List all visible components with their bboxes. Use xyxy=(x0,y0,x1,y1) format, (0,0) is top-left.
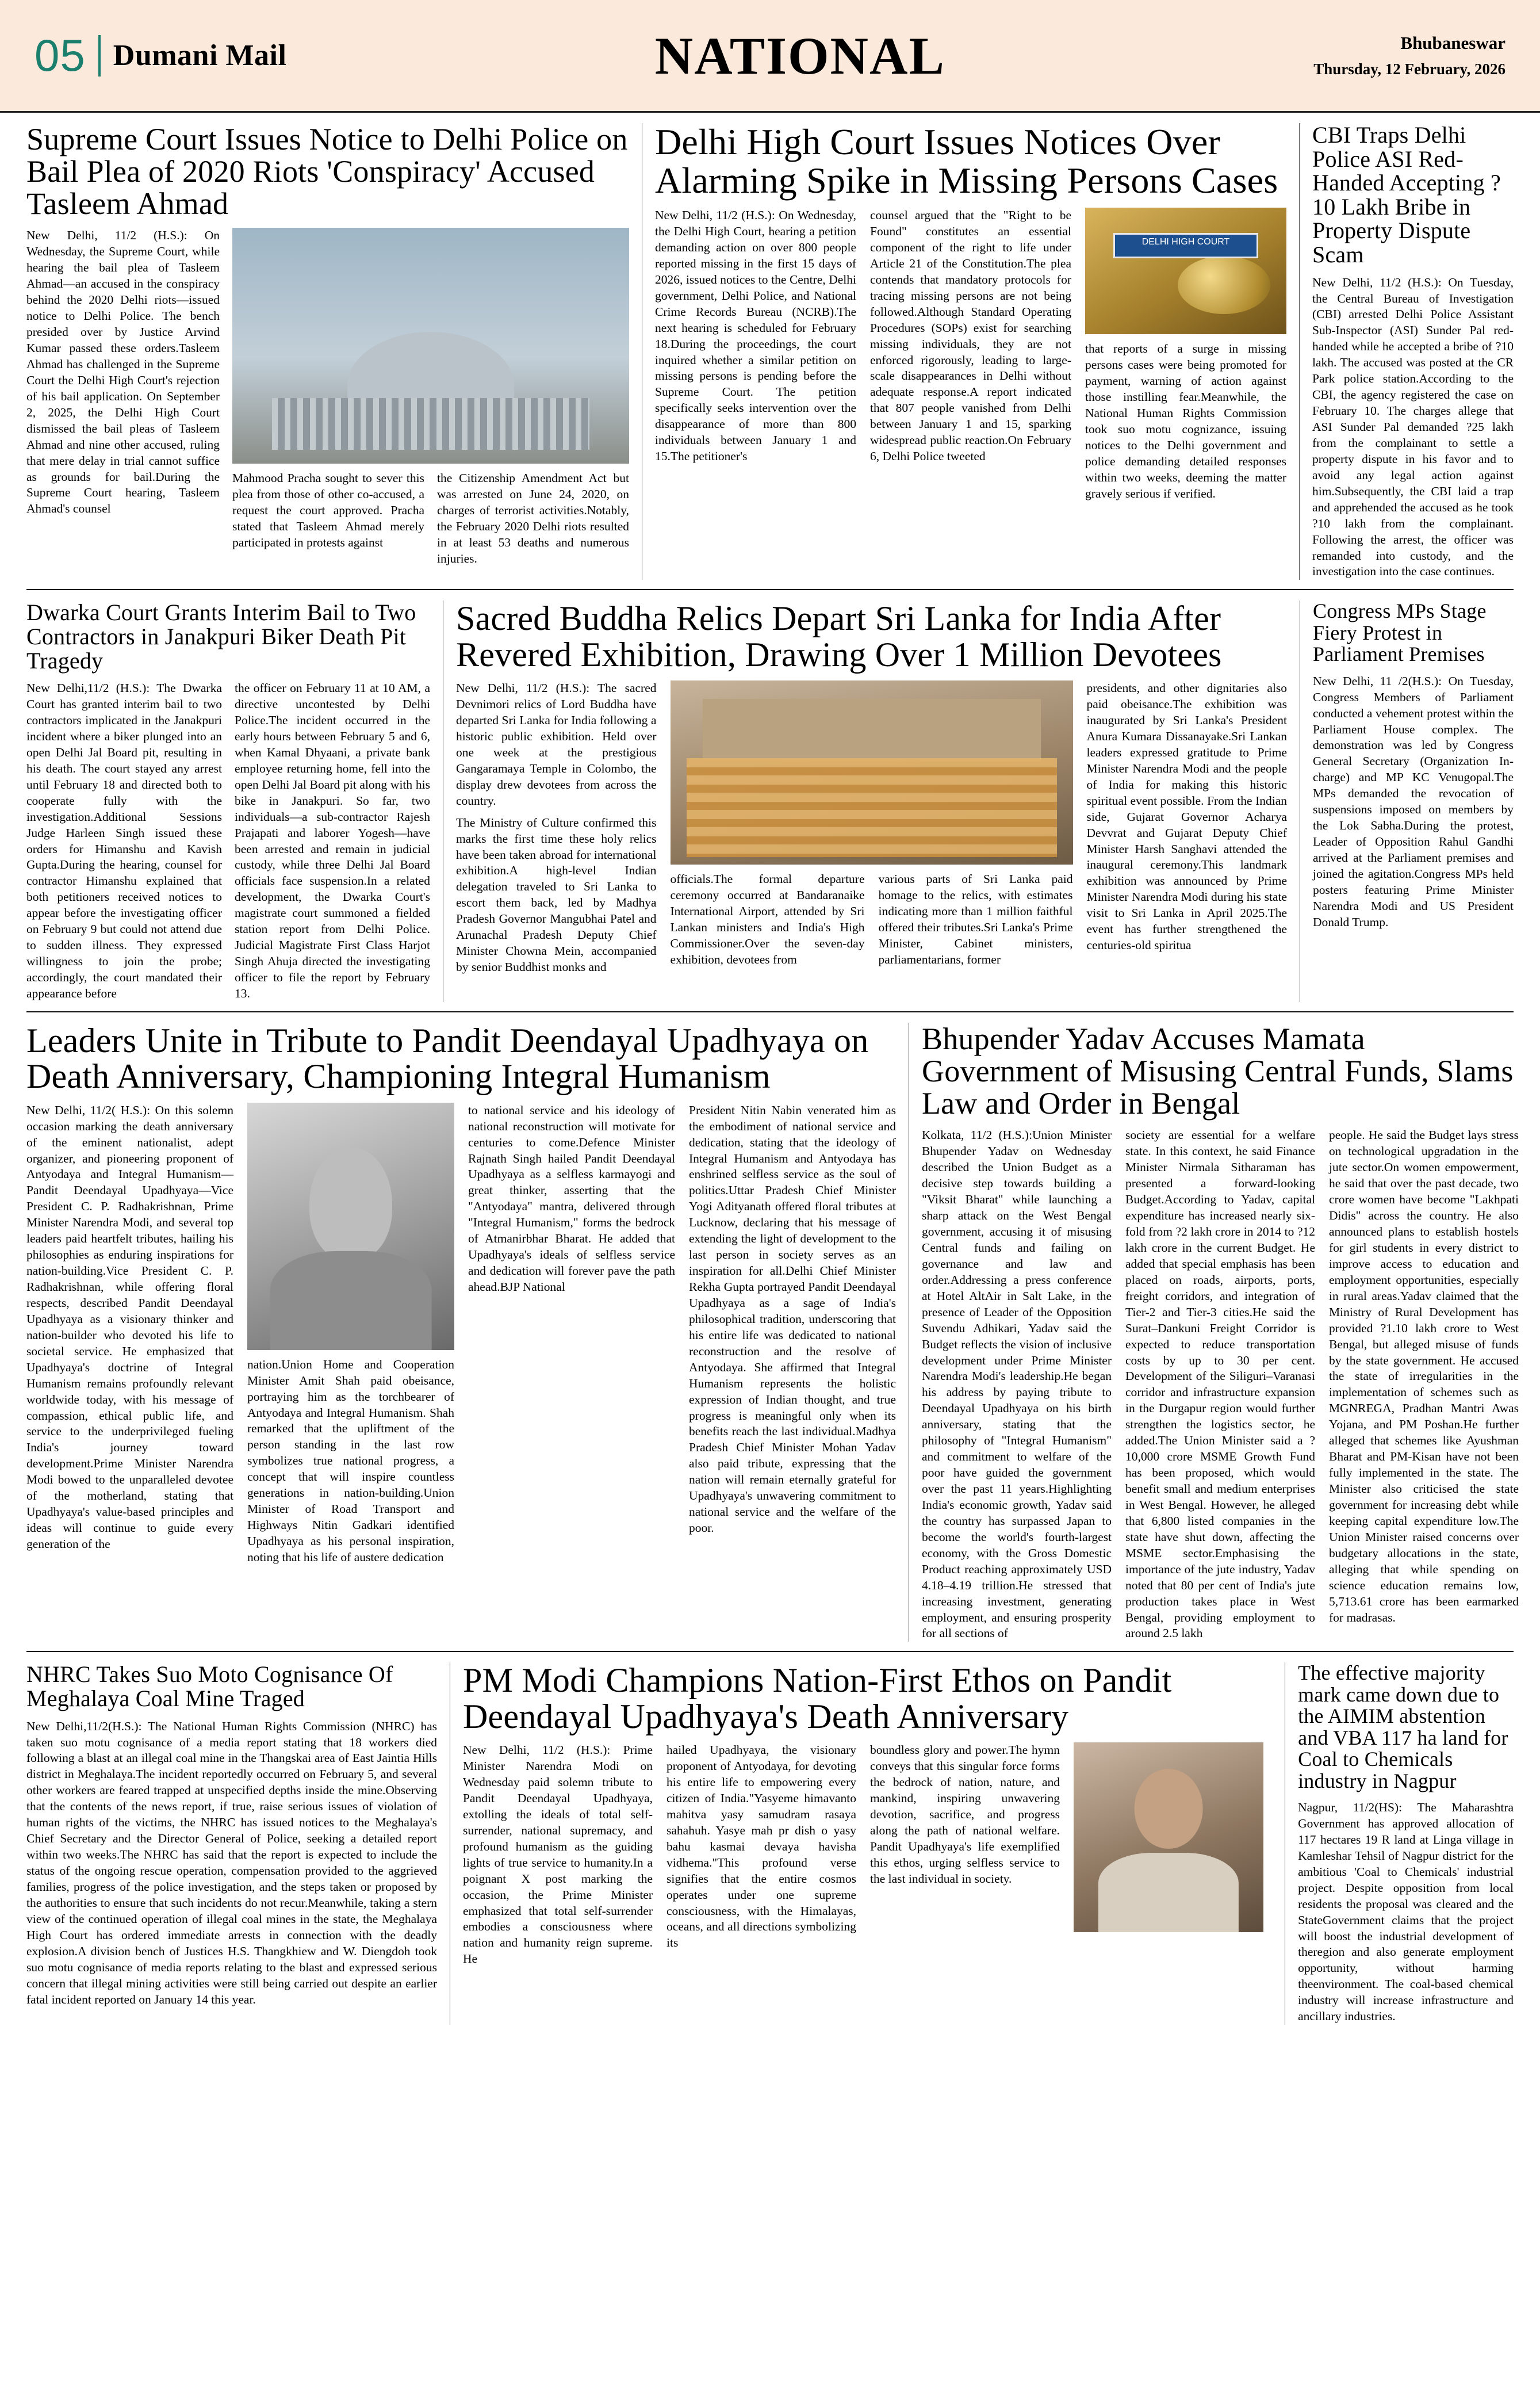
article-paragraph: nation.Union Home and Cooperation Minister Amit Shah paid obeisance, portraying him as the torchbearer of Antyodaya and Integral Humanism. Shah remarked that the upliftment of the person standing in the last row symbolizes true national progress, a concept that will inspire countless generations in nation-building.Union Minister of Road Transport and Highways Nitin Gadkari identified Upadhyaya as his personal inspiration, noting that his life of austere dedication xyxy=(247,1357,454,1564)
article-nagpur xyxy=(1285,1662,1514,2025)
article-pm-modi xyxy=(450,1662,1285,2025)
article-buddha xyxy=(443,601,1300,1002)
article-paragraph: President Nitin Nabin venerated him as the embodiment of national service and dedication, stating that the ideology of Integral Humanism and Antyodaya has enshrined selfless service as the soul of politics.Uttar Pradesh Chief Minister Yogi Adityanath offered floral tributes at Lucknow, declaring that his message of extending the light of development to the last person in society serves as an inspiration for all.Delhi Chief Minister Rekha Gupta portrayed Pandit Deendayal Upadhyaya as a sage of India's philosophical tradition, underscoring that his entire life was dedicated to national reconstruction and the resolve of Antyodaya. She affirmed that Integral Humanism represents the holistic expression of Indian thought, and true progress is meaningful only when its benefits reach the last individual.Madhya Pradesh Chief Minister Mohan Yadav also paid tribute, expressing that the nation will remain eternally grateful for Upadhyaya's unwavering commitment to national service and the welfare of the poor. xyxy=(689,1103,896,1535)
article-paragraph: that reports of a surge in missing persons cases were being promoted for payment, warning of action against those instilling fear.Meanwhile, the National Human Rights Commission took suo motu cognizance, issuing notices to the Delhi government and police demanding detailed responses within two weeks, deeming the matter gravely serious if verified. xyxy=(1085,342,1286,500)
edition-city: Bhubaneswar xyxy=(1400,33,1505,53)
paper-name: Dumani Mail xyxy=(113,39,287,72)
section-title: NATIONAL xyxy=(654,26,945,85)
article-paragraph: society are essential for a welfare state. In this context, he said Finance Minister Nirmala Sitharaman has presented a forward-looking Budget.According to Yadav, capital expenditure has increased nearly six-fold from ?2 lakh crore in 2014 to ?12 lakh crore in the current Budget. He added that special emphasis has been placed on roads, airports, ports, freight corridors, and integration of Tier-2 and Tier-3 cities.He said the Surat–Dankuni Freight Corridor is expected to reduce transportation costs by up to 30 per cent. Development of the Siliguri–Varanasi corridor and infrastructure expansion in the Durgapur region would further strengthen the logistics sector, he added.The Union Minister said a ?10,000 crore MSME Growth Fund has been proposed, which would benefit small and medium enterprises in West Bengal. However, he alleged that 6,800 listed companies in the state have shut down, affecting the MSME sector.Emphasising the importance of the jute industry, Yadav noted that 80 per cent of India's jute production takes place in West Bengal, providing employment to around 2.5 lakh xyxy=(1125,1128,1315,1641)
article-paragraph: New Delhi,11/2(H.S.): The National Human Rights Commission (NHRC) has taken suo motu cognisance of a media report stating that 18 workers died following a blast at an illegal coal mine in the Thangskai area of East Jaintia Hills district in Meghalaya.The incident reportedly occurred on February 5, and several other workers are feared trapped at unspecified depths inside the mine.Observing that the contents of the news report, if true, raise serious issues of violation of human rights of the victims, the NHRC has issued notices to the Meghalaya's Chief Secretary and the Director General of Police, seeking a detailed report within two weeks.The NHRC has said that the report is expected to include the status of the ongoing rescue operation, compensation provided to the aggrieved families, progress of the police investigation, and the steps taken or proposed by the authorities to ensure that such incidents do not recur.Meanwhile, taking a stern view of the continued operation of illegal coal mines in the state, the Meghalaya High Court has ordered immediate arrests in connection with the deadly explosion.A division bench of Justices H.S. Thangkhiew and W. Diengdoh took suo motu cognisance of media reports relating to the blast and expressed serious concern that illegal mining activities were still being carried out despite an earlier fatal incident reported on January 14 this year. xyxy=(26,1719,437,2006)
article-headline: Leaders Unite in Tribute to Pandit Deendayal Upadhyaya on Death Anniversary, Championing Integral Humanism xyxy=(26,1021,869,1096)
row-2 xyxy=(26,601,1514,1002)
article-headline: The effective majority mark came down due to the AIMIM abstention and VBA 117 ha land for Coal to Chemicals industry in Nagpur xyxy=(1298,1661,1508,1792)
article-paragraph: hailed Upadhyaya, the visionary proponent of Antyodaya, for devoting his entire life to empowering every citizen of India."Yasyeme himavanto mahitva yasy samudram rasaya sahahuh. Yasye mah pr dish o yasy bahu kasmai devaya havisha vidhema."This profound verse signifies that the entire cosmos operates under one supreme consciousness, with the Himalayas, oceans, and all directions symbolizing its xyxy=(666,1743,856,1950)
article-paragraph: boundless glory and power.The hymn conveys that this singular force forms the bedrock of nation, nature, and mankind, inspiring unwavering devotion, sacrifice, and progress along the path of national welfare. Pandit Upadhyaya's life exemplified this ethos, urging selfless service to the last individual in society. xyxy=(870,1743,1060,1886)
pm-modi-photo xyxy=(1074,1742,1263,1932)
supreme-court-photo xyxy=(232,228,629,464)
buddha-relics-ceremony-photo xyxy=(671,680,1073,865)
article-headline: Sacred Buddha Relics Depart Sri Lanka for India After Revered Exhibition, Drawing Over 1 Million Devotees xyxy=(456,599,1222,674)
court-signboard xyxy=(1113,233,1258,258)
article-paragraph: people. He said the Budget lays stress on technological upgradation in the jute sector.On women empowerment, he said that over the past decade, two crore women have become "Lakhpati Didis" across the country. He also announced plans to establish hostels for girl students in every district to improve access to education and employment opportunities, especially in rural areas.Yadav claimed that the Ministry of Rural Development has provided ?1.10 lakh crore to West Bengal, but alleged misuse of funds by the state government. He accused the state of irregularities in the implementation of schemes such as MGNREGA, Pradhan Mantri Awas Yojana, and PM Poshan.He further alleged that schemes like Ayushman Bharat and PM-Kisan have not been fully implemented in the state. The Minister also criticised the state government for increasing debt while keeping capital expenditure low.The Union Minister raised concerns over budgetary allocations in the state, alleging that while spending on science education remains low, 5,713.61 crore has been earmarked for madrasas. xyxy=(1329,1128,1519,1624)
row-1 xyxy=(26,123,1514,580)
row-3 xyxy=(26,1021,1519,1642)
article-paragraph: presidents, and other dignitaries also paid obeisance.The exhibition was inaugurated by Sri Lanka's President Anura Kumara Dissanayake.Sri Lankan leaders expressed gratitude to Prime Minister Narendra Modi and the people of India for making this historic spiritual event possible. From the Indian side, Gujarat Governor Acharya Devvrat and Gujarat Deputy Chief Minister Harsh Sanghavi attended the inaugural ceremony.This landmark exhibition was announced by Prime Minister Narendra Modi during his state visit to Sri Lanka in April 2025.The event has further strengthened the centuries-old spiritua xyxy=(1086,681,1287,953)
article-headline: Congress MPs Stage Fiery Protest in Parliament Premises xyxy=(1313,599,1487,666)
article-paragraph: various parts of Sri Lanka paid homage to the relics, with estimates indicating more than 1 million faithful offered their tributes.Sri Lanka's Prime Minister, Cabinet ministers, parliamentarians, former xyxy=(878,872,1073,966)
article-paragraph: the Citizenship Amendment Act but was arrested on June 24, 2020, on charges of terrorist activities.Notably, the February 2020 Delhi riots resulted in at least 53 deaths and numerous injuries. xyxy=(437,471,629,566)
article-upadhyaya-tribute xyxy=(26,1023,909,1642)
article-paragraph: New Delhi, 11/2 (H.S.): On Wednesday, the Delhi High Court, hearing a petition demanding action on over 800 people reported missing in the first 15 days of 2026, issued notices to the Centre, Delhi government, Delhi Police, and National Crime Records Bureau (NCRB).The next hearing is scheduled for February 18.During the proceedings, the court inquired whether a similar petition on missing persons is pending before the Supreme Court. The petition specifically seeks intervention over the disappearance of more than 800 individuals between January 1 and 15.The petitioner's xyxy=(655,208,856,464)
article-hc-missing xyxy=(642,123,1299,580)
article-paragraph: Nagpur, 11/2(HS): The Maharashtra Government has approved allocation of 117 hectares 19 R land at Linga village in Kamleshar Tehsil of Nagpur district for the ambitious 'Coal to Chemicals' industrial project. Despite opposition from local residents the proposal was cleared and the StateGovernment claims that the project will boost the industrial development of theregion and also generate employment opportunity, without harming theenvironment. The coal-based chemical industry will increase infrastructure and ancillary industries. xyxy=(1298,1800,1514,2024)
article-headline: PM Modi Champions Nation-First Ethos on Pandit Deendayal Upadhyaya's Death Anniversary xyxy=(463,1661,1172,1735)
article-paragraph: New Delhi, 11 /2(H.S.): On Tuesday, Congress Members of Parliament conducted a vehement protest within the Parliament House complex. The demonstration was led by Congress General Secretary (Organization In-charge) and MP KC Venugopal.The MPs demanded the revocation of suspensions imposed on members by the Lok Sabha.During the protest, Leader of Opposition Rahul Gandhi arrived at the Parliament premises and joined the agitation.Congress MPs held posters featuring Prime Minister Narendra Modi and US President Donald Trump. xyxy=(1313,674,1514,929)
article-paragraph: New Delhi, 11/2 (H.S.): On Tuesday, the Central Bureau of Investigation (CBI) arrested Delhi Police Assistant Sub-Inspector (ASI) Sunder Pal red-handed while he accepted a bribe of ?10 lakh. The accused was posted at the CR Park police station.According to the CBI, the agency registered the case on February 10. The charges allege that ASI Sunder Pal demanded ?25 lakh from the complainant to settle a property dispute in his favor and to avoid any legal action against him.Subsequently, the CBI laid a trap and apprehended the accused as he took ?10 lakh from the complainant. Following the arrest, the officer was remanded into custody, and the investigation into the case continues. xyxy=(1312,275,1514,579)
article-bhupender xyxy=(909,1023,1519,1642)
article-paragraph: New Delhi, 11/2( H.S.): On this solemn occasion marking the death anniversary of the eminent nationalist, adept organizer, and pioneering proponent of Antyodaya and Integral Humanism—Pandit Deendayal Upadhyaya—Vice President C. P. Radhakrishnan, Prime Minister Narendra Modi, and several top leaders paid heartfelt tributes, hailing his philosophies as enduring inspirations for nation-building.Vice President C. P. Radhakrishnan, while offering floral respects, described Pandit Deendayal Upadhyaya as a visionary thinker and nation-builder who devoted his life to societal service. He emphasized that Upadhyaya's doctrine of Integral Humanism remains profoundly relevant worldwide today, with his message of compassion, ethical public life, and service to the underprivileged fueling India's journey toward development.Prime Minister Narendra Modi bowed to the unparalleled devotee of the motherland, stating that Upadhyaya's value-based principles and ideas will continue to guide every generation of the xyxy=(26,1103,233,1551)
article-headline: CBI Traps Delhi Police ASI Red-Handed Accepting ?10 Lakh Bribe in Property Dispute Scam xyxy=(1312,122,1501,267)
page-number: 05 xyxy=(35,30,86,81)
article-nhrc xyxy=(26,1662,450,2025)
article-headline: NHRC Takes Suo Moto Cognisance Of Meghalaya Coal Mine Traged xyxy=(26,1661,393,1711)
article-paragraph: New Delhi,11/2 (H.S.): The Dwarka Court has granted interim bail to two contractors implicated in the Janakpuri incident where a biker plunged into an open Delhi Jal Board pit, resulting in his death. The court stayed any arrest until February 18 and directed both to cooperate fully with the investigation.Additional Sessions Judge Harleen Singh issued these orders for Himanshu and Kavish Gupta.During the hearing, counsel for contractor Himanshu explained that both petitioners received notices to appear before the investigating officer on February 9 but could not attend due to sudden illness. They expressed willingness to join the probe; accordingly, the court mandated their appearance before xyxy=(26,681,222,1000)
article-sc-notice xyxy=(26,123,642,580)
article-paragraph: Kolkata, 11/2 (H.S.):Union Minister Bhupender Yadav on Wednesday described the Union Budget as a decisive step towards building a "Viksit Bharat" while launching a sharp attack on the West Bengal government, accusing it of misusing Central funds and failing on governance and law and order.Addressing a press conference at Hotel AltAir in Salt Lake, in the presence of Leader of the Opposition Suvendu Adhikari, Yadav said the Budget reflects the vision of inclusive development under Prime Minister Narendra Modi's leadership.He began his address by paying tribute to Deendayal Upadhyaya on his birth anniversary, stating that the philosophy of "Integral Humanism" and commitment to welfare of the poor have guided the government over the past 11 years.Highlighting India's economic growth, Yadav said the country has surpassed Japan to become the world's fourth-largest economy, with the Gross Domestic Product reaching approximately USD 4.18–4.19 trillion.He stressed that increasing investment, generating employment, and ensuring prosperity for all sections of xyxy=(922,1128,1112,1641)
article-paragraph: counsel argued that the "Right to be Found" constitutes an essential component of the right to life under Article 21 of the Constitution.The plea contends that mandatory protocols for tracing missing persons are not being followed.Although Standard Operating Procedures (SOPs) exist for searching missing individuals, they are not enforced rigorously, leading to large-scale disappearances in Delhi without adequate response.A report indicated that 807 people vanished from Delhi between January 1 and 15, sparking widespread public reaction.On February 6, Delhi Police tweeted xyxy=(870,208,1071,464)
article-paragraph: New Delhi, 11/2 (H.S.): On Wednesday, the Supreme Court, while hearing the bail plea of Tasleem Ahmad—an accused in the conspiracy behind the 2020 Delhi riots—issued notice to Delhi Police. The bench presided over by Justice Arvind Kumar passed these orders.Tasleem Ahmad has challenged in the Supreme Court the Delhi High Court's rejection of his bail application. On September 2, 2025, the Delhi High Court dismissed the bail pleas of Tasleem Ahmad and nine other accused, ruling that mere delay in trial cannot suffice as grounds for bail.During the Supreme Court hearing, Tasleem Ahmad's counsel xyxy=(26,228,220,516)
edition-date: Thursday, 12 February, 2026 xyxy=(1313,60,1505,78)
article-paragraph: New Delhi, 11/2 (H.S.): Prime Minister Narendra Modi on Wednesday paid solemn tribute to Pandit Deendayal Upadhyaya, extolling the ideals of total self-surrender, national supremacy, and profound humanism as the guiding lights of true service to humanity.In a poignant X post marking the occasion, the Prime Minister emphasized that total self-surrender embodies a consciousness where nation and humanity reign supreme. He xyxy=(463,1743,653,1966)
article-dwarka xyxy=(26,601,443,1002)
masthead-divider xyxy=(98,35,101,77)
article-headline: Dwarka Court Grants Interim Bail to Two Contractors in Janakpuri Biker Death Pit Tragedy xyxy=(26,599,416,674)
deendayal-upadhyaya-portrait xyxy=(247,1103,454,1350)
article-headline: Bhupender Yadav Accuses Mamata Government of Misusing Central Funds, Slams Law and Order in Bengal xyxy=(922,1021,1514,1121)
article-paragraph: the officer on February 11 at 10 AM, a directive uncontested by Delhi Police.The incident occurred in the early hours between February 5 and 6, when Kamal Dhyaani, a private bank employee returning home, fell into the open Delhi Jal Board pit along with his bike in Janakpuri. So far, two individuals—a sub-contractor Rajesh Prajapati and laborer Yogesh—have been arrested and remain in judicial custody, while three Delhi Jal Board officials face suspension.In a related development, the Dwarka Court's magistrate court summoned a fielded station report from Delhi Police. Judicial Magistrate First Class Harjot Singh Ahuja directed the investigating officer to file the report by February 13. xyxy=(235,681,430,1000)
delhi-high-court-photo xyxy=(1085,208,1286,334)
article-paragraph: to national service and his ideology of national reconstruction will motivate for centuries to come.Defence Minister Rajnath Singh hailed Pandit Deendayal Upadhyaya as a selfless karmayogi and great thinker, asserting that the "Antyodaya" mantra, delivered through "Integral Humanism," forms the bedrock of Atmanirbhar Bharat. He added that Upadhyaya's ideals of selfless service and dedication will forever pave the path ahead.BJP National xyxy=(468,1103,675,1294)
article-paragraph: The Ministry of Culture confirmed this marks the first time these holy relics have been taken abroad for international exhibition.A high-level Indian delegation traveled to Sri Lanka to escort them back, led by Madhya Pradesh Governor Mangubhai Patel and Arunachal Pradesh Deputy Chief Minister Chowna Mein, accompanied by senior Buddhist monks and xyxy=(456,815,657,974)
article-headline: Delhi High Court Issues Notices Over Alarming Spike in Missing Persons Cases xyxy=(655,121,1278,201)
row-4 xyxy=(26,1662,1514,2025)
article-congress-protest xyxy=(1300,601,1514,1002)
masthead-right xyxy=(1313,33,1505,78)
article-paragraph: officials.The formal departure ceremony occurred at Bandaranaike International Airport, attended by Sri Lankan ministers and India's High Commissioner.Over the seven-day exhibition, devotees from xyxy=(670,872,865,966)
article-paragraph: Mahmood Pracha sought to sever this plea from those of other co-accused, a request the court approved. Pracha stated that Tasleem Ahmad merely participated in protests against xyxy=(232,471,424,550)
masthead-left xyxy=(35,29,286,82)
court-signboard-text: DELHI HIGH COURT xyxy=(1141,237,1230,247)
article-paragraph: New Delhi, 11/2 (H.S.): The sacred Devnimori relics of Lord Buddha have departed Sri Lanka for India following a historic public exhibition. Held over one week at the prestigious Gangaramaya Temple in Colombo, the display drew devotees from across the country. xyxy=(456,681,657,808)
article-cbi-trap xyxy=(1299,123,1514,580)
article-headline: Supreme Court Issues Notice to Delhi Police on Bail Plea of 2020 Riots 'Conspiracy' Accused Tasleem Ahmad xyxy=(26,122,628,221)
masthead xyxy=(0,0,1540,113)
